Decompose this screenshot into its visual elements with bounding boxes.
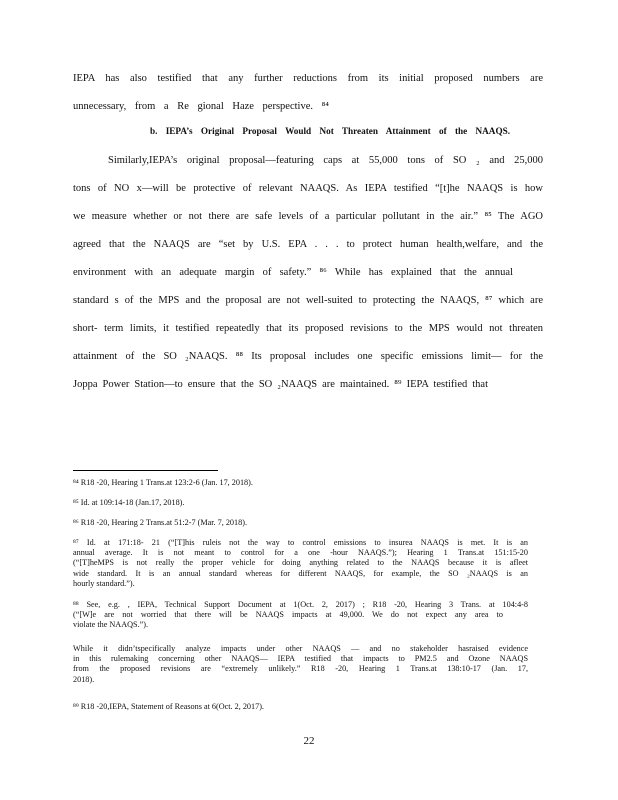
body-line: we measure whether or not there are safe levels of a particular pollutant in the air.” ⁸⁵ The AGO bbox=[73, 211, 543, 222]
body-line: tons of NO x—will be protective of relevant NAAQS. As IEPA testified “[t]he NAAQS is how bbox=[73, 183, 543, 194]
footnote bbox=[73, 600, 528, 631]
body-line: environment with an adequate margin of safety.” ⁸⁶ While has explained that the annual bbox=[73, 267, 513, 278]
footnote-line: ⁸⁵ Id. at 109:14-18 (Jan.17, 2018). bbox=[73, 498, 185, 507]
section-heading: b. IEPA’s Original Proposal Would Not Threaten Attainment of the NAAQS. bbox=[150, 126, 510, 136]
body-line: agreed that the NAAQS are “set by U.S. EPA . . . to protect human health,welfare, and the bbox=[73, 239, 543, 250]
body-line: short- term limits, it testified repeatedly that its proposed revisions to the MPS would not threaten bbox=[73, 323, 543, 334]
footnote-line: ⁸⁴ R18 -20, Hearing 1 Trans.at 123:2-6 (Jan. 17, 2018). bbox=[73, 478, 253, 487]
footnote-line: (“[T]heMPS is not really the proper vehicle for doing anything related to the NAAQS because it is afleet bbox=[73, 558, 528, 568]
footnote-line: hourly standard.”). bbox=[73, 578, 135, 588]
footnote-line: ⁸⁹ R18 -20,IEPA, Statement of Reasons at 6(Oct. 2, 2017). bbox=[73, 702, 264, 711]
footnote-line: annual average. It is not meant to control for a one -hour NAAQS.”); Hearing 1 Trans.at 151:15-20 bbox=[73, 548, 528, 558]
body-line: attainment of the SO ₂NAAQS. ⁸⁸ Its proposal includes one specific emissions limit— for the bbox=[73, 351, 543, 362]
footnote-line: in this rulemaking concerning other NAAQS— IEPA testified that impacts to PM2.5 and Ozone NAAQS bbox=[73, 654, 528, 664]
footnote bbox=[73, 518, 528, 528]
footnote-line: ⁸⁶ R18 -20, Hearing 2 Trans.at 51:2-7 (Mar. 7, 2018). bbox=[73, 518, 247, 527]
footnote-line: While it didn’tspecifically analyze impacts under other NAAQS — and no stakeholder hasraised evidence bbox=[73, 644, 528, 653]
footnote bbox=[73, 538, 528, 589]
footnote-separator bbox=[73, 470, 218, 471]
footnote-line: ⁸⁷ Id. at 171:18- 21 (“[T]his ruleis not the way to control emissions to insurea NAAQS is met. It is an bbox=[73, 538, 528, 547]
body-line: unnecessary, from a Re gional Haze perspective. ⁸⁴ bbox=[73, 101, 329, 112]
footnote bbox=[73, 702, 528, 712]
body-line: IEPA has also testified that any further reductions from its initial proposed numbers are bbox=[73, 73, 543, 84]
footnote-line: wide standard. It is an annual standard whereas for different NAAQS, for example, the SO ₂NAAQS is an bbox=[73, 568, 528, 578]
footnote-line: (“[W]e are not worried that there will be NAAQS impacts at 49,000. We do not expect any area to bbox=[73, 610, 503, 620]
body-line: Joppa Power Station—to ensure that the SO ₂NAAQS are maintained. ⁸⁹ IEPA testified that bbox=[73, 379, 488, 390]
footnote-line: violate the NAAQS.”). bbox=[73, 620, 149, 630]
body-line: Similarly,IEPA’s original proposal—featuring caps at 55,000 tons of SO ₂ and 25,000 bbox=[108, 155, 543, 166]
page-number: 22 bbox=[303, 735, 315, 747]
footnote bbox=[73, 498, 528, 508]
footnote-line: 2018). bbox=[73, 674, 95, 684]
footnote-line: ⁸⁸ See, e.g. , IEPA, Technical Support Document at 1(Oct. 2, 2017) ; R18 -20, Hearing 3 Trans. at 104:4-8 bbox=[73, 600, 528, 609]
footnote-line: from the proposed revisions are “extremely unlikely.” R18 -20, Hearing 1 Trans.at 138:10-17 (Jan. 17, bbox=[73, 664, 528, 674]
footnote bbox=[73, 644, 528, 685]
footnote bbox=[73, 478, 528, 488]
body-line: standard s of the MPS and the proposal are not well-suited to protecting the NAAQS, ⁸⁷ which are bbox=[73, 295, 543, 306]
